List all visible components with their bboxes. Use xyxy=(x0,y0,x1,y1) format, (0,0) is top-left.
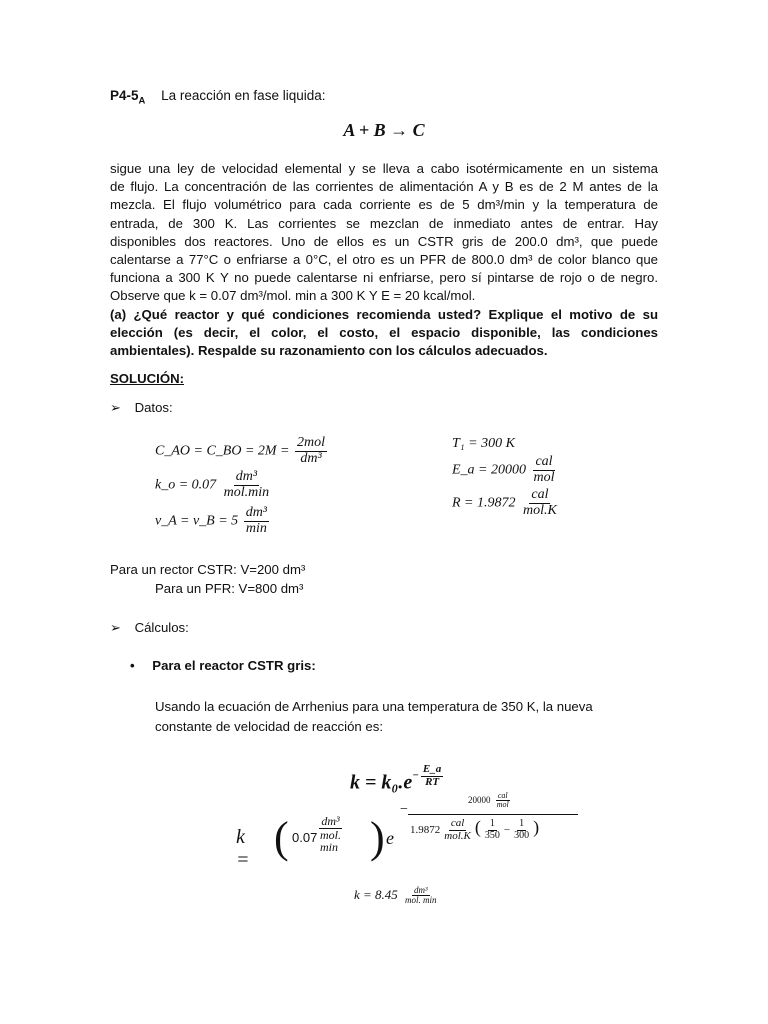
cstr-volume-line: Para un rector CSTR: V=200 dm³ xyxy=(110,562,306,577)
para-line: entrada, de 300 K. Las corrientes se mezclan de inmediato antes de entrar. Hay xyxy=(110,215,658,231)
cstr-gris-section xyxy=(130,658,316,673)
para-line: de flujo. La concentración de las corrientes de alimentación A y B es de 2 M antes de la xyxy=(110,179,658,195)
solution-heading: SOLUCIÓN: xyxy=(110,371,184,386)
datos-section xyxy=(110,400,173,416)
problem-header xyxy=(110,88,326,107)
arrhenius-equation: k = k₀.e− $\frac{E\_a}{RT}$ xyxy=(350,763,442,794)
question-line: ambientales). Respalde su razonamiento con los cálculos adecuados. xyxy=(110,343,548,359)
datos-label: Datos: xyxy=(134,400,173,415)
para-line: funciona a 300 K Y no puede calentarse ni enfriarse, pero sí pintarse de rojo o de negro. xyxy=(110,270,658,286)
eq-temperature: T₁ = 300 K xyxy=(452,436,515,451)
reaction-equation: A + B → C xyxy=(343,120,425,140)
para-line: disponibles dos reactores. Uno de ellos es un CSTR gris de 200.0 dm³, que puede xyxy=(110,233,658,249)
para-line: calentarse a 77°C o enfriarse a 0°C, el otro es un PFR de 800.0 dm³ de color blanco que xyxy=(110,252,658,268)
eq-flow-rate: ν_A = ν_B = 5 $\frac{\text{dm³}}{\min}$ xyxy=(155,505,267,536)
dot-bullet-icon: • xyxy=(130,658,135,673)
document-page: $P4-5_A$ La reacción en fase liquida: A + B → C sigue una ley de velocidad elemental y se lleva a cabo isotérmicamente en un sistema de flujo. La concentración de las corrientes de alimentación A y B es de 2 M antes de la mezcla. El flujo volumétrico para cada corriente es de 5 dm³/min y la temperatura de entrada, de 300 K. Las corrientes se mezclan de inmediato antes de entrar. Hay disponibles dos reactores. Uno de ellos es un CSTR gris de 200.0 dm³, que puede calentarse a 77°C o enfriarse a 0°C, el otro es un PFR de 800.0 dm³ de color blanco que funciona a 300 K Y no puede calentarse ni enfriarse, pero sí pintarse de rojo o de negro. Observe que k = 0.07 dm³/mol. min a 300 K Y E = 20 kcal/mol. (a) ¿Qué reactor y qué condiciones recomienda usted? Explique el motivo de su elección (es decir, el color, el costo, el espacio disponible, las condiciones ambientales). Respalde su razonamiento con los cálculos adecuados. SOLUCIÓN: ➢ Datos: C_AO = C_BO = 2M = $\frac{\text{2mol}}{\text{dm³}}$ k_o = 0.07 $\frac{\text{dm³}}{\text{mol.min}}$ ν_A = ν_B = 5 $\frac{\text{dm³}}{\min}$ T₁ = 300 K E_a = 20000 $\frac{\text{cal}}{\text{mol}}$ R = 1.9872 $\frac{\text{cal}}{\text{mol.K}}$ Para un rector CSTR: V=200 dm³ Para un PFR: V=800 dm³ ➢ Cálculos: • Para el reactor CSTR gris: Usando la ecuación de Arrhenius para una temperatura de 350 K, la nueva constante de velocidad de reacción es: k = k₀.e− $\frac{E\_a}{RT}$ k = ( 0.07 dm³ mol. min ) e − 20000 $\frac{\text{cal}}{\text{mol}}$ 1.9872 $\frac{\text{cal}}{\text{mol.K}}$ ( $\frac{1}{350}$ − $\frac{1}{300}$ ) k = 8.45 $\frac{\text{dm³}}{\text{mol. min}}$ xyxy=(0,0,768,1024)
para-line: mezcla. El flujo volumétrico para cada corriente es de 5 dm³/min y la temperatura de xyxy=(110,197,658,213)
arrhenius-text: Usando la ecuación de Arrhenius para una temperatura de 350 K, la nueva constante de velocidad de reacción es: xyxy=(155,699,593,734)
eq-rate-constant: k_o = 0.07 $\frac{\text{dm³}}{\text{mol.min}}$ xyxy=(155,469,270,500)
question-line: (a) ¿Qué reactor y qué condiciones recomienda usted? Explique el motivo de su xyxy=(110,306,658,322)
pfr-volume-line: Para un PFR: V=800 dm³ xyxy=(155,581,304,596)
problem-code: P4-5 xyxy=(110,88,139,103)
eq-concentration: C_AO = C_BO = 2M = $\frac{\text{2mol}}{\text{dm³}}$ xyxy=(155,435,326,466)
problem-intro: La reacción en fase liquida: xyxy=(161,88,326,103)
eq-gas-constant: R = 1.9872 $\frac{\text{cal}}{\text{mol.K}}$ xyxy=(452,487,557,518)
question-line: elección (es decir, el color, el costo, el espacio disponible, las condiciones xyxy=(110,324,658,340)
eq-activation-energy: E_a = 20000 $\frac{\text{cal}}{\text{mol}}$ xyxy=(452,454,555,485)
cstr-gris-label: Para el reactor CSTR gris: xyxy=(152,658,316,673)
para-line: sigue una ley de velocidad elemental y se lleva a cabo isotérmicamente en un sistema xyxy=(110,161,658,176)
calculos-section xyxy=(110,620,189,636)
result-equation: k = 8.45 $\frac{\text{dm³}}{\text{mol. min}}$ xyxy=(354,885,437,906)
problem-code-sub: A xyxy=(138,95,146,107)
arrow-bullet-icon: ➢ xyxy=(110,400,121,415)
problem-paragraph xyxy=(110,160,658,360)
observe-line: Observe que k = 0.07 dm³/mol. min a 300 K Y E = 20 kcal/mol. xyxy=(110,288,476,304)
calculos-label: Cálculos: xyxy=(134,620,189,635)
arrow-bullet-icon: ➢ xyxy=(110,620,121,635)
